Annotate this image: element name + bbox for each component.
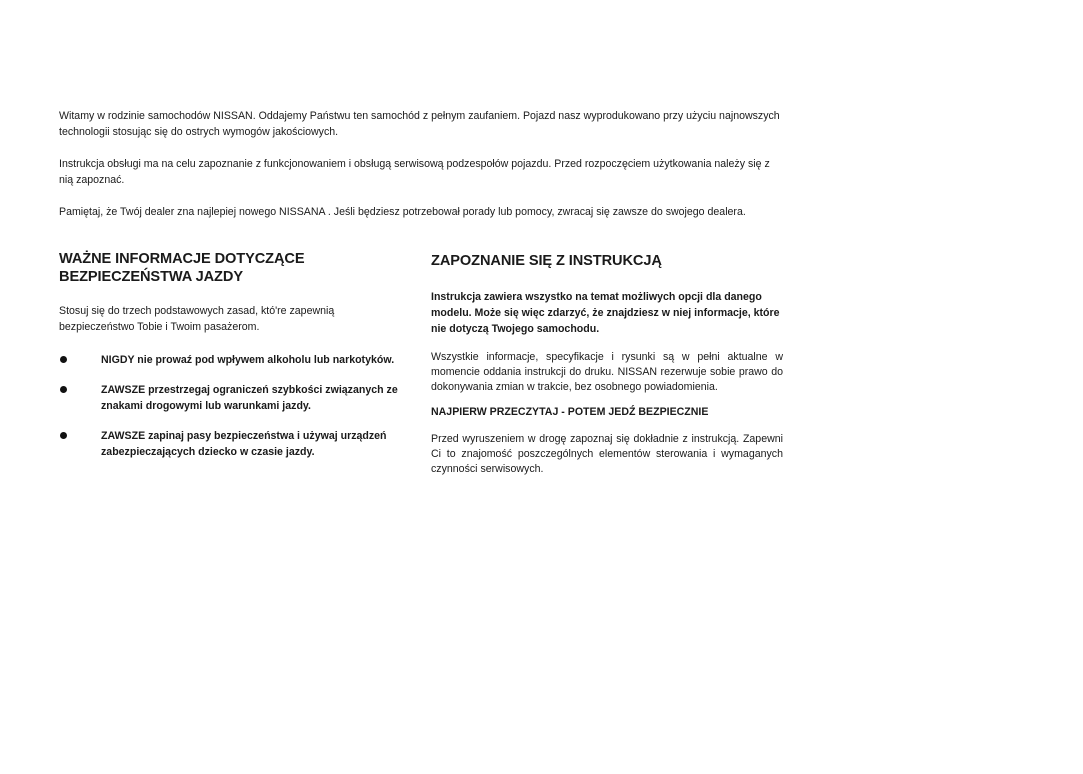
manual-bold-intro: Instrukcja zawiera wszystko na temat możliwych opcji dla danego modelu. Może się więc zdarzyć, że znajdziesz w niej informacje, które nie dotyczą Twojego samochodu. [431,291,780,335]
safety-heading: WAŻNE INFORMACJE DOTYCZĄCE BEZPIECZEŃSTWA JAZDY [59,251,305,285]
safety-rule-text: ZAWSZE zapinaj pasy bezpieczeństwa i używaj urządzeń zabezpieczających dziecko w czasie jazdy. [101,430,387,458]
safety-rule-text: NIGDY nie prowaź pod wpływem alkoholu lub narkotyków. [101,354,395,366]
safety-rules-list [59,352,411,460]
safety-rule [59,428,411,460]
manual-section [431,252,783,477]
bullet-dot-icon [60,386,67,393]
safety-rule [59,382,411,414]
intro-section [59,108,783,236]
manual-note: Wszystkie informacje, specyfikacje i rysunki są w pełni aktualne w momencie oddania instrukcji do druku. NISSAN rezerwuje sobie prawo do dokonywania zmian w trakcie, bez osobnego powiadomienia. [431,351,783,393]
manual-heading: ZAPOZNANIE SIĘ Z INSTRUKCJĄ [431,253,662,269]
welcome-paragraph: Witamy w rodzinie samochodów NISSAN. Oddajemy Państwu ten samochód z pełnym zaufaniem. Pojazd nasz wyprodukowano przy użyciu najnowszych technologii stosując się do ostrych wymogów jakościowych. [59,110,780,138]
safety-section [59,250,411,474]
safety-intro: Stosuj się do trzech podstawowych zasad, któ're zapewnią bezpieczeństwo Tobie i Twoim pasażerom. [59,305,335,333]
read-first-subheading: NAJPIERW PRZECZYTAJ - POTEM JEDŹ BEZPIECZNIE [431,406,709,418]
bullet-dot-icon [60,432,67,439]
safety-rule [59,352,411,368]
safety-rule-text: ZAWSZE przestrzegaj ograniczeń szybkości związanych ze znakami drogowymi lub warunkami jazdy. [101,384,398,412]
manual-closing: Przed wyruszeniem w drogę zapoznaj się dokładnie z instrukcją. Zapewni Ci to znajomość poszczególnych elementów sterowania i wymaganych czynności serwisowych. [431,433,783,475]
manual-purpose-paragraph: Instrukcja obsługi ma na celu zapoznanie z funkcjonowaniem i obsługą serwisową podzespołów pojazdu. Przed rozpoczęciem użytkowania należy się z nią zapoznać. [59,158,770,186]
dealer-paragraph: Pamiętaj, że Twój dealer zna najlepiej nowego NISSANA . Jeśli będziesz potrzebował porady lub pomocy, zwracaj się zawsze do swojego dealera. [59,206,746,218]
bullet-dot-icon [60,356,67,363]
